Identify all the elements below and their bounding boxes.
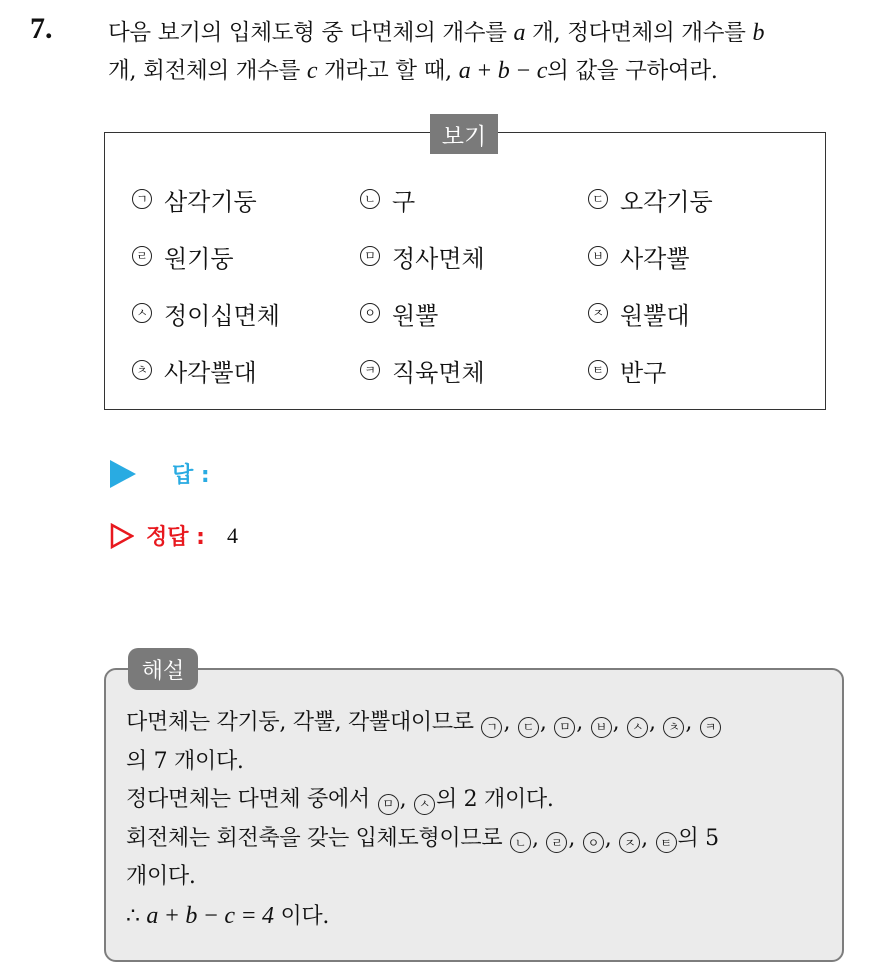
explanation-line-1-text: 다면체는 각기둥, 각뿔, 각뿔대이므로	[126, 710, 474, 735]
explanation-line-2-text: 의 7 개이다.	[126, 748, 244, 774]
bogi-item-label: 원기둥	[164, 244, 234, 273]
explanation-line-1-marks: ㄱ , ㄷ , ㅁ , ㅂ , ㅅ , ㅊ , ㅋ	[480, 710, 721, 735]
circled-mark: ㅇ	[360, 303, 380, 323]
bogi-item	[360, 292, 588, 334]
circled-mark: ㅂ	[588, 246, 608, 266]
explanation-line-5-text: 개이다.	[126, 864, 196, 889]
variable-b: b	[752, 20, 765, 46]
circled-mark: ㄱ	[481, 717, 502, 738]
question-line2-mid: 개라고 할 때,	[324, 58, 452, 84]
bogi-item-label: 원뿔	[392, 301, 439, 330]
bogi-item-label: 반구	[620, 358, 667, 387]
bogi-item	[588, 292, 812, 334]
bogi-item-label: 사각뿔대	[164, 358, 257, 387]
circled-mark: ㄹ	[132, 246, 152, 266]
question-text	[108, 14, 868, 90]
question-line2-post: 의 값을 구하여라.	[547, 58, 718, 84]
question-number: 7.	[30, 12, 53, 45]
circled-mark: ㄷ	[588, 189, 608, 209]
bogi-item-label: 원뿔대	[620, 301, 690, 330]
bogi-item-label: 구	[392, 187, 416, 216]
bogi-item	[588, 178, 812, 220]
bogi-item	[360, 349, 588, 391]
circled-mark: ㅂ	[591, 717, 612, 738]
bogi-item-label: 사각뿔	[620, 244, 690, 273]
explanation-line-4-marks: ㄴ , ㄹ , ㅇ , ㅈ , ㅌ	[509, 826, 678, 851]
explanation-line-1	[126, 704, 836, 743]
circled-mark: ㄱ	[132, 189, 152, 209]
circled-mark: ㅋ	[700, 717, 721, 738]
explanation-line-4-text: 회전체는 회전축을 갖는 입체도형이므로	[126, 825, 503, 851]
circled-mark: ㅅ	[414, 794, 435, 815]
explanation-line-3	[126, 781, 836, 820]
variable-c: c	[306, 58, 318, 84]
bogi-item	[132, 349, 360, 391]
circled-mark: ㅈ	[588, 303, 608, 323]
explanation-line-3-marks: ㅁ , ㅅ	[377, 787, 436, 812]
explanation-line-4	[126, 820, 836, 859]
bogi-item	[360, 178, 588, 220]
circled-mark: ㄴ	[360, 189, 380, 209]
circled-mark: ㅅ	[132, 303, 152, 323]
explanation-line-3-text: 정다면체는 다면체 중에서	[126, 787, 370, 812]
circled-mark: ㅊ	[132, 360, 152, 380]
solution-row	[110, 520, 238, 551]
question-line1-mid: 개, 정다면체의 개수를	[532, 20, 746, 46]
explanation-text	[126, 704, 836, 936]
explanation-line-6	[126, 897, 836, 937]
circled-mark: ㅌ	[656, 832, 677, 853]
circled-mark: ㅁ	[554, 717, 575, 738]
question-expression: a + b − c	[458, 58, 548, 84]
answer-row	[110, 458, 210, 489]
circled-mark: ㅊ	[663, 717, 684, 738]
circled-mark: ㅅ	[627, 717, 648, 738]
circled-mark: ㅁ	[360, 246, 380, 266]
circled-mark: ㅁ	[378, 794, 399, 815]
play-triangle-icon	[110, 460, 136, 488]
bogi-item	[132, 178, 360, 220]
solution-label: 정답 :	[146, 525, 205, 550]
circled-mark: ㅋ	[360, 360, 380, 380]
circled-mark: ㄷ	[518, 717, 539, 738]
explanation-line-4-post: 의 5	[677, 825, 719, 851]
bogi-item	[132, 292, 360, 334]
outline-triangle-icon	[110, 523, 134, 549]
variable-a: a	[513, 20, 526, 46]
explanation-title: 해설	[128, 648, 198, 690]
bogi-item-label: 정이십면체	[164, 301, 280, 330]
explanation-line-6-post: 이다.	[280, 903, 330, 929]
circled-mark: ㅌ	[588, 360, 608, 380]
explanation-expression: a + b − c = 4	[146, 902, 274, 929]
bogi-item-label: 정사면체	[392, 244, 485, 273]
bogi-item-label: 삼각기둥	[164, 187, 257, 216]
circled-mark: ㄴ	[510, 832, 531, 853]
circled-mark: ㅇ	[583, 832, 604, 853]
bogi-item	[588, 349, 812, 391]
explanation-line-3-post: 의 2 개이다.	[435, 787, 554, 812]
question-line1-pre: 다음 보기의 입체도형 중 다면체의 개수를	[108, 20, 507, 46]
bogi-grid	[132, 178, 812, 406]
answer-label: 답 :	[172, 463, 210, 488]
bogi-title: 보기	[430, 114, 498, 154]
explanation-line-2	[126, 743, 836, 782]
question-line2-pre: 개, 회전체의 개수를	[108, 58, 301, 84]
bogi-item	[360, 235, 588, 277]
therefore-symbol: ∴	[126, 903, 140, 929]
circled-mark: ㄹ	[546, 832, 567, 853]
bogi-item	[132, 235, 360, 277]
solution-value: 4	[226, 522, 238, 548]
bogi-item	[588, 235, 812, 277]
explanation-line-5	[126, 858, 836, 897]
bogi-item-label: 오각기둥	[620, 187, 713, 216]
bogi-item-label: 직육면체	[392, 358, 485, 387]
circled-mark: ㅈ	[619, 832, 640, 853]
